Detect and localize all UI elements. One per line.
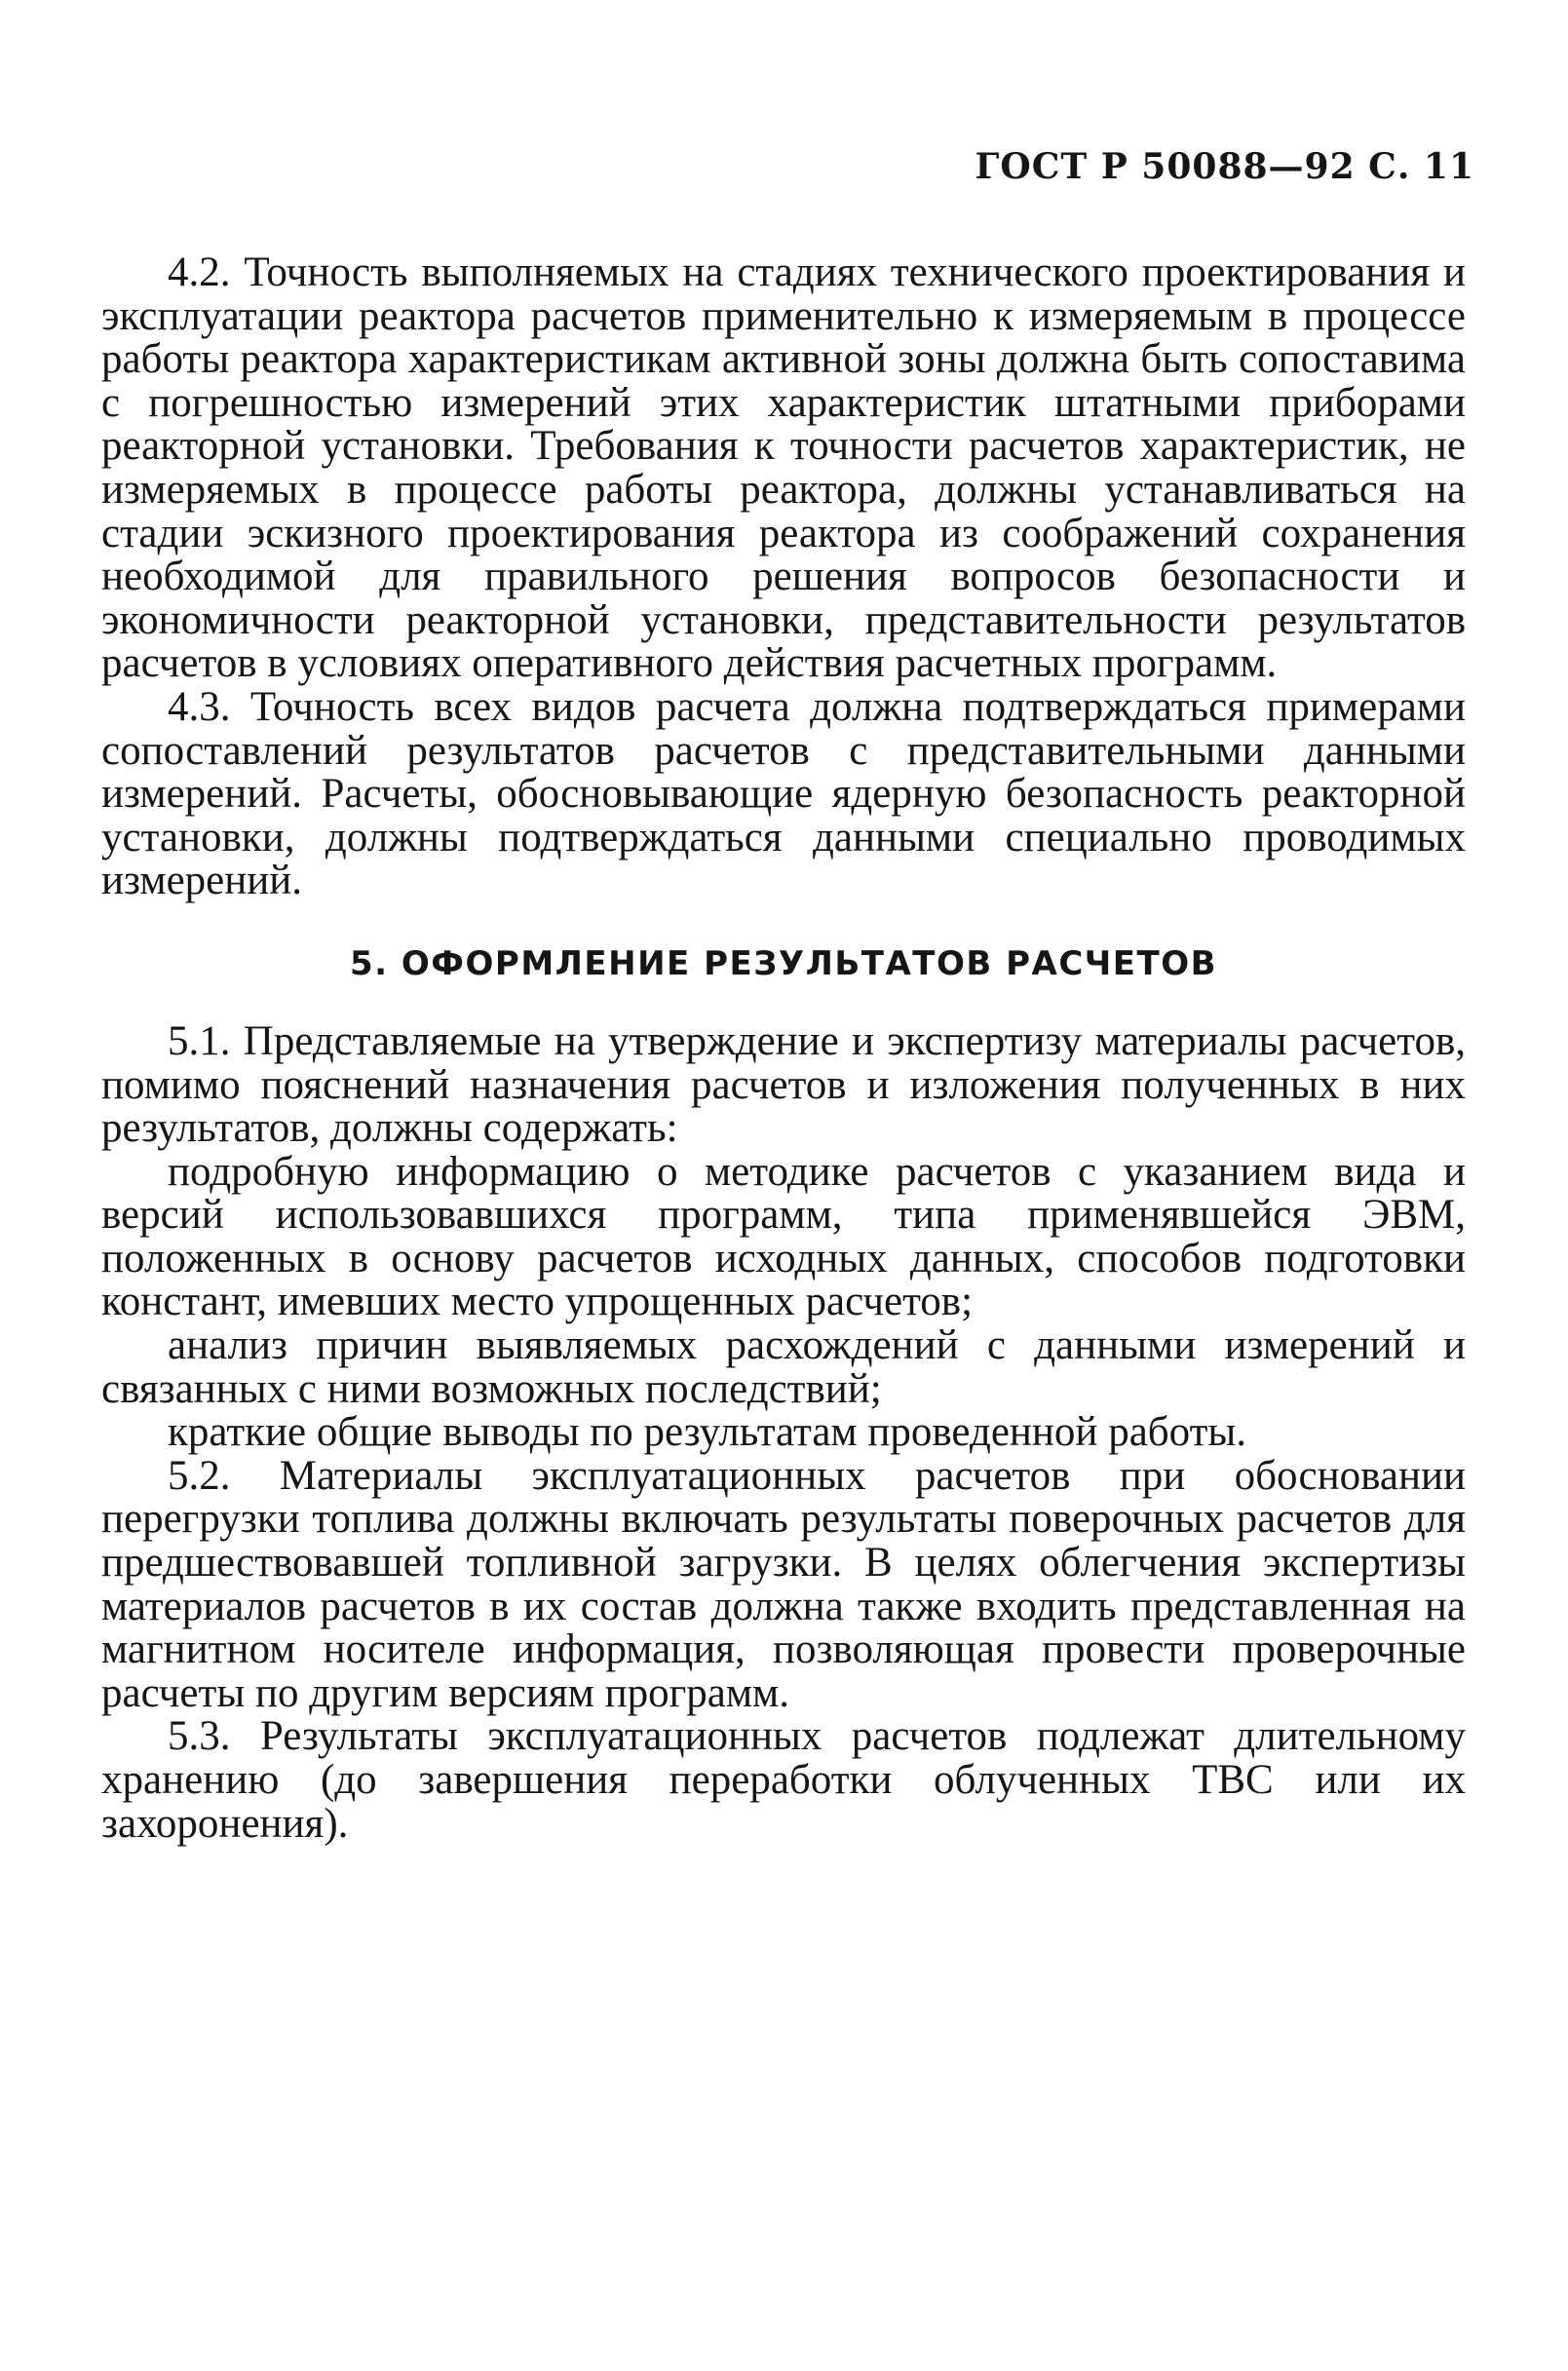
paragraph-5-1: 5.1. Представляемые на утверждение и экспертизу материалы расчетов, помимо пояснений назначения расчетов и изложения полученных в них результатов, должны содержать: <box>101 1017 1466 1152</box>
paragraph-4-2: 4.2. Точность выполняемых на стадиях технического проектирования и эксплуатации реактора расчетов применительно к измеряемым в процессе работы реактора характеристикам активной зоны должна быть сопоставима с погрешностью измерений этих характеристик штатными приборами реакторной установки. Требования к точности расчетов характеристик, не измеряемых в процессе работы реактора, должны устанавливаться на стадии эскизного проектирования реактора из соображений сохранения необходимой для правильного решения вопросов безопасности и экономичности реакторной установки, представительности результатов расчетов в условиях оперативного действия расчетных программ. <box>101 249 1466 687</box>
paragraph-5-3: 5.3. Результаты эксплуатационных расчетов подлежат длительному хранению (до завершения переработки облученных ТВС или их захоронения). <box>101 1713 1466 1847</box>
page-header: ГОСТ Р 50088—92 С. 11 <box>975 146 1474 187</box>
paragraph-5-1-item-conclusions: краткие общие выводы по результатам проведенной работы. <box>168 1409 1247 1456</box>
paragraph-5-1-item-analysis: анализ причин выявляемых расхождений с данными измерений и связанных с ними возможных последствий; <box>101 1322 1466 1412</box>
paragraph-5-1-item-methodology: подробную информацию о методике расчетов с указанием вида и версий использовавшихся программ, типа применявшейся ЭВМ, положенных в основу расчетов исходных данных, способов подготовки констант, имевших место упрощенных расчетов; <box>101 1148 1466 1325</box>
document-body <box>101 251 1466 1846</box>
section-title: 5. ОФОРМЛЕНИЕ РЕЗУЛЬТАТОВ РАСЧЕТОВ <box>349 943 1218 983</box>
paragraph-4-3: 4.3. Точность всех видов расчета должна подтверждаться примерами сопоставлений результатов расчетов с представительными данными измерений. Расчеты, обосновывающие ядерную безопасность реакторной установки, должны подтверждаться данными специально проводимых измерений. <box>101 683 1466 904</box>
paragraph-5-2: 5.2. Материалы эксплуатационных расчетов при обосновании перегрузки топлива должны включать результаты поверочных расчетов для предшествовавшей топливной загрузки. В целях облегчения экспертизы материалов расчетов в их состав должна также входить представленная на магнитном носителе информация, позволяющая провести проверочные расчеты по другим версиям программ. <box>101 1452 1466 1716</box>
